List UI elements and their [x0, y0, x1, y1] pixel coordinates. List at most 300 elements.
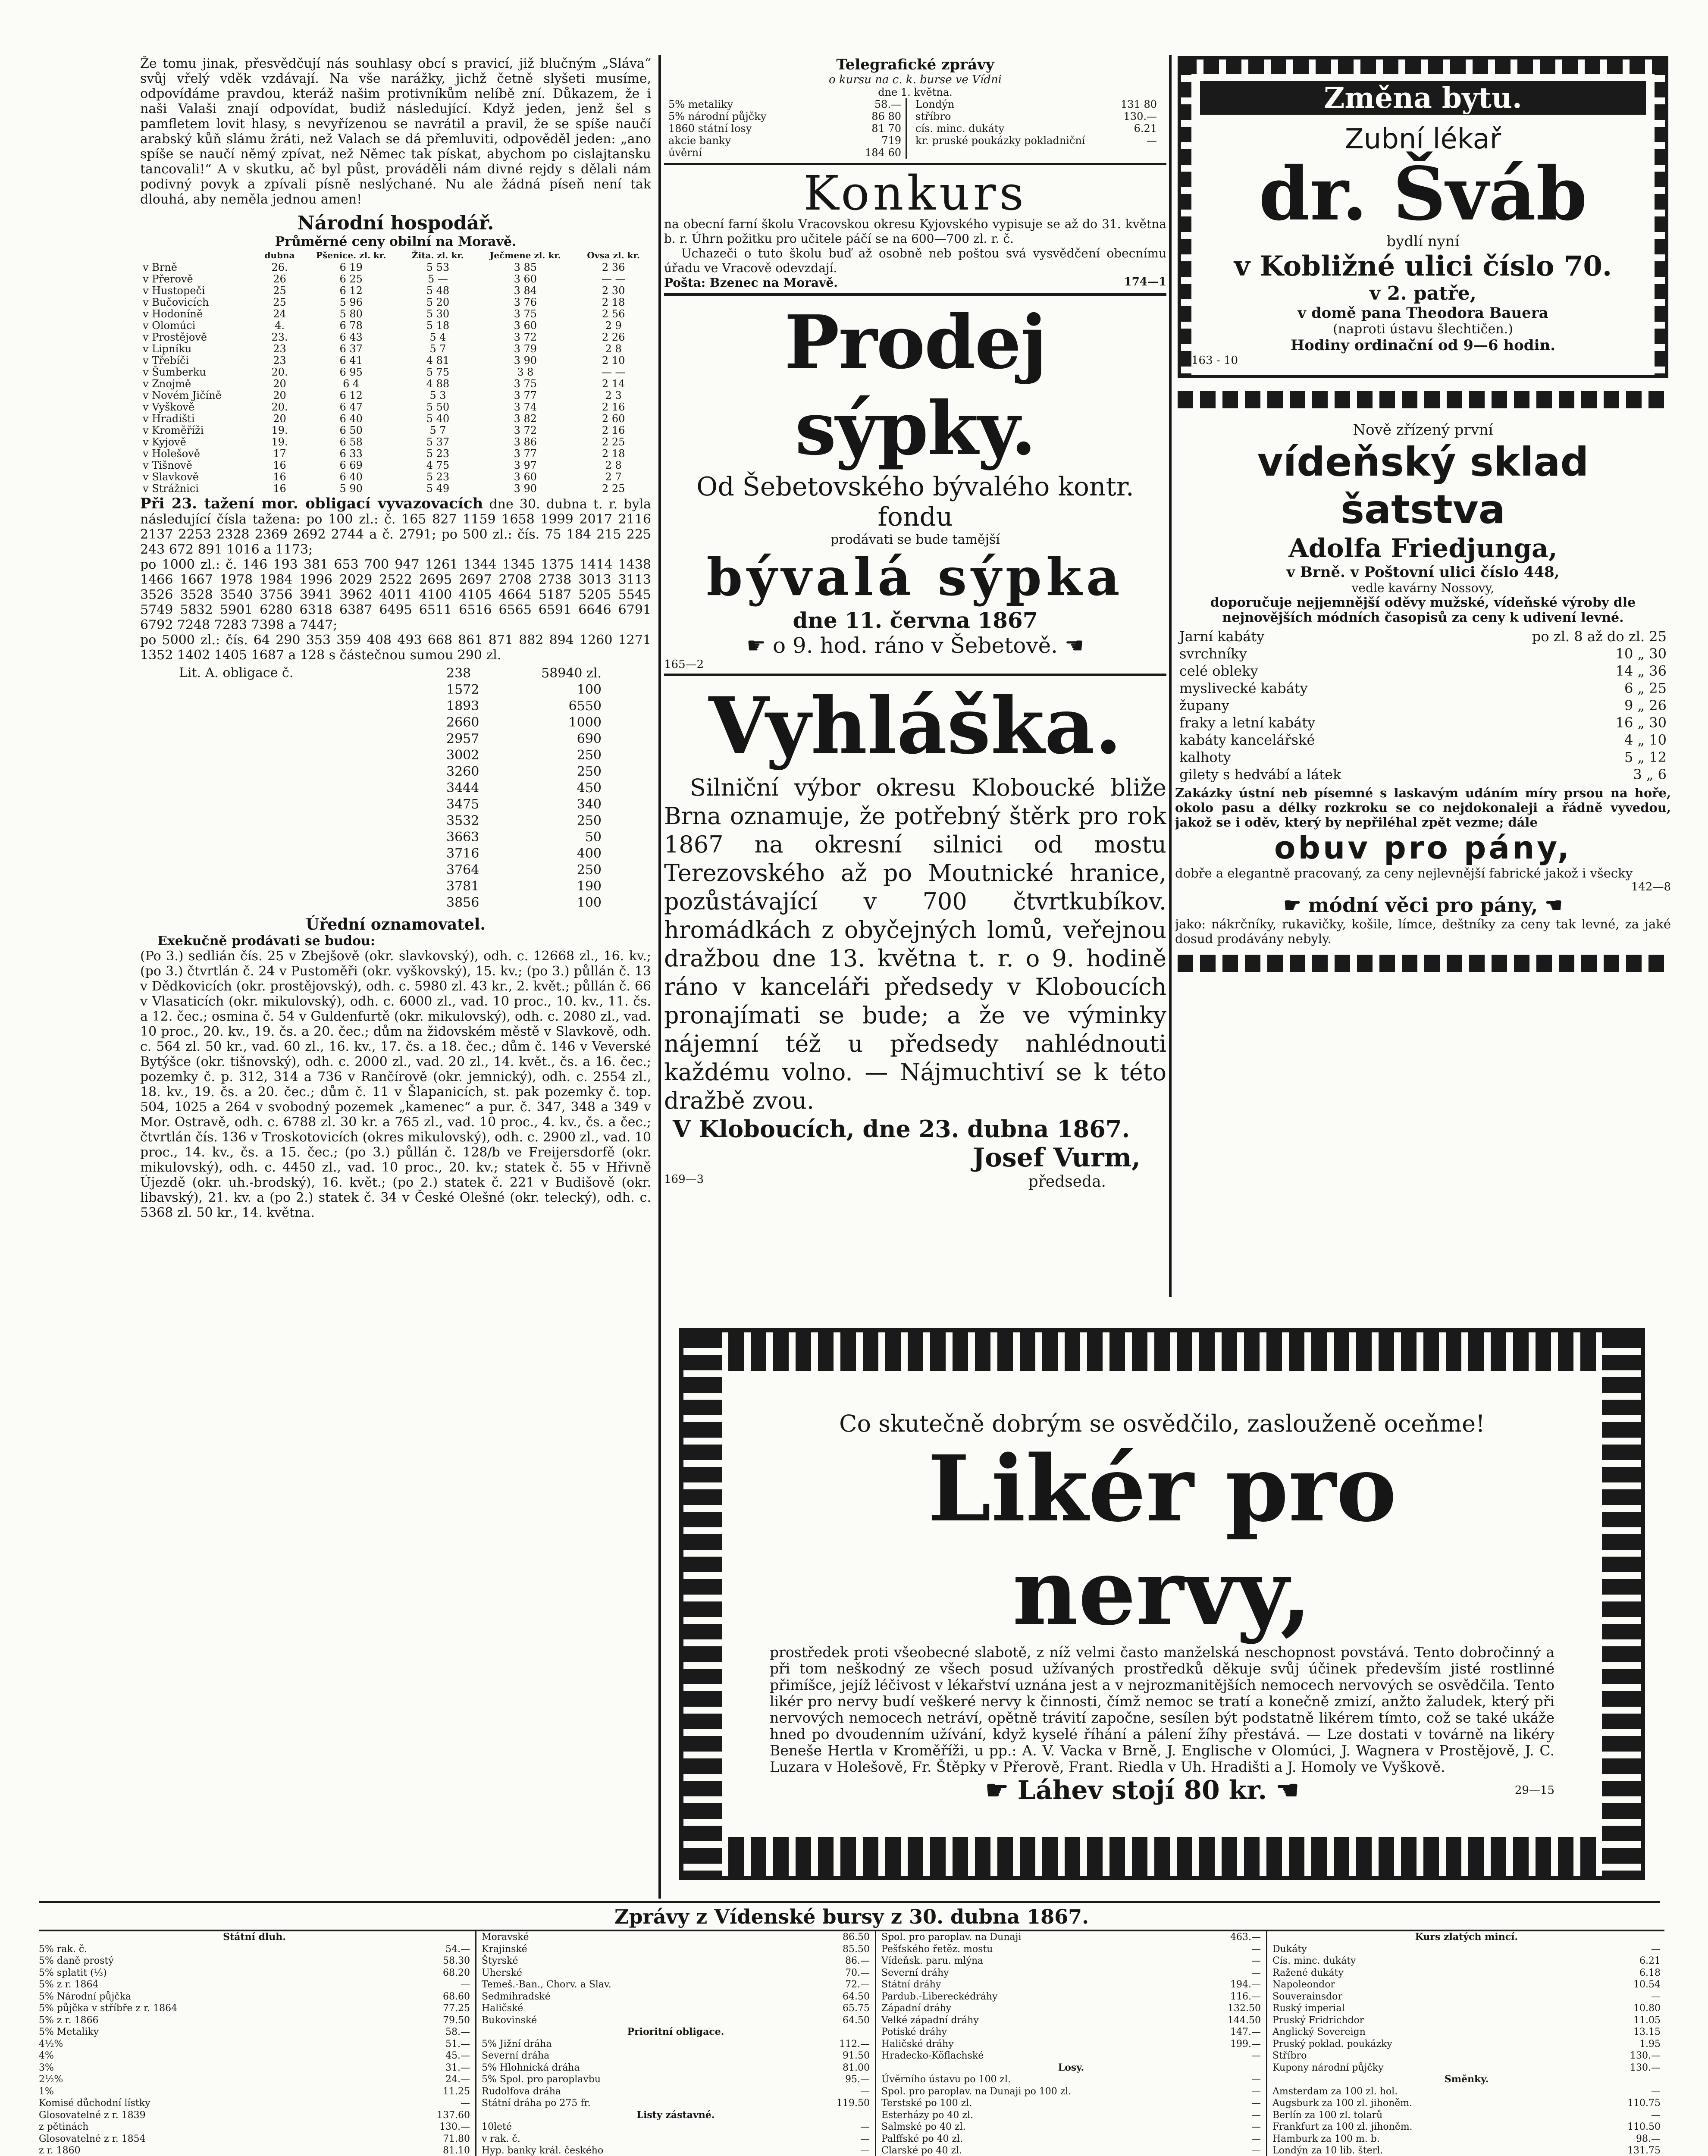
- bursa-row-label: v rak. č.: [482, 2133, 520, 2144]
- telegram-row: [668, 147, 901, 159]
- konkurs-title: Konkurs: [803, 166, 1027, 221]
- bursa-row: [482, 2050, 870, 2062]
- lit-row-value: 690: [577, 731, 602, 746]
- bursa-row-value: 77.25: [443, 2003, 470, 2014]
- bursa-row-value: —: [1651, 1943, 1661, 1955]
- bursa-col4-list: [1272, 1943, 1661, 2156]
- clothes-item: [1179, 697, 1667, 714]
- prices-cell: 2 16: [602, 424, 625, 436]
- prices-col-head: Ječmene zl. kr.: [489, 250, 561, 260]
- prices-cell: 6 47: [339, 401, 363, 413]
- bursa-row: [39, 1943, 470, 1955]
- bursa-row-label: Vídeňsk. paru. mlýna: [881, 1955, 984, 1966]
- prices-cell: v Hustopeči: [143, 285, 205, 297]
- clothes-item-label: celé obleky: [1179, 663, 1258, 679]
- lit-row-value: 400: [577, 846, 602, 861]
- ornament-band-bottom: [1178, 955, 1668, 972]
- bursa-row: [39, 2038, 470, 2050]
- bursa-row: [39, 2026, 470, 2038]
- bursa-row-value: 463.—: [1230, 1932, 1261, 1943]
- lit-row-value: 190: [577, 879, 602, 894]
- bursa-row-label: Haličské: [482, 2003, 523, 2014]
- prices-cell: 5 96: [339, 296, 363, 308]
- bursa-row: [39, 2086, 470, 2098]
- konkurs-text-2: Uchazeči o tuto školu buď až osobně neb poštou svá vysvědčení obecnímu úřadu ve Vracově odevzdají.: [664, 246, 1166, 275]
- lit-row-value: 250: [577, 813, 602, 828]
- bursa-row-value: 98.—: [1636, 2133, 1661, 2144]
- bursa-row-label: Esterházy po 40 zl.: [881, 2109, 973, 2121]
- bursa-row-label: 2½%: [39, 2074, 63, 2085]
- bursa-row-value: 54.—: [445, 1943, 470, 1955]
- bursa-row: [39, 2097, 470, 2109]
- prices-cell: 5 4: [429, 331, 446, 343]
- prices-cell: v Holešově: [143, 448, 200, 460]
- bursa-row-value: 112.—: [839, 2038, 870, 2049]
- bursa-row-label: z r. 1860: [39, 2145, 81, 2156]
- lit-row-value: 100: [577, 895, 602, 910]
- bursa-row-value: —: [461, 2098, 470, 2109]
- bursa-row: [39, 2121, 470, 2133]
- bursa-row-label: Losy.: [1058, 2062, 1084, 2073]
- prices-cell: 3 82: [514, 413, 537, 425]
- prices-row: [140, 297, 651, 308]
- lit-row: [446, 895, 602, 911]
- telegram-row-label: 5% metaliky: [668, 98, 733, 110]
- bursa-row: [482, 2026, 870, 2038]
- bursa-row-label: Úvěrního ústavu po 100 zl.: [881, 2074, 1011, 2085]
- bursa-section: [39, 1904, 1664, 2156]
- prices-cell: 5 20: [426, 296, 450, 308]
- bursa-row-label: Směnky.: [1444, 2074, 1489, 2085]
- bursa-row-label: 5% z r. 1866: [39, 2015, 99, 2026]
- bursa-row-label: Berlín za 100 zl. tolarů: [1272, 2109, 1383, 2121]
- prices-cell: 3 76: [514, 296, 537, 308]
- clothes-item-label: kabáty kancelářské: [1179, 732, 1315, 748]
- dentist-house: v domě pana Theodora Bauera: [1297, 304, 1548, 322]
- prices-cell: 3 60: [514, 471, 537, 483]
- prices-cell: v Brně: [143, 261, 177, 273]
- bursa-row: [881, 2097, 1261, 2109]
- bursa-row-label: Frankfurt za 100 zl. jihoněm.: [1272, 2122, 1413, 2132]
- prices-col-head: [140, 249, 258, 262]
- bursa-row-value: 137.60: [437, 2109, 470, 2121]
- bursa-row: [482, 1931, 870, 1943]
- telegram-row: [915, 110, 1157, 122]
- prices-cell: v Novém Jičíně: [143, 389, 222, 401]
- bursa-row: [881, 2050, 1261, 2062]
- bursa-row-label: Glosovatelné z r. 1839: [39, 2109, 146, 2121]
- telegram-row-value: 58.—: [874, 98, 901, 110]
- bursa-row-value: 51.—: [445, 2038, 470, 2049]
- prices-cell: 5 80: [339, 308, 363, 320]
- bursa-row: [881, 2109, 1261, 2122]
- prices-cell: 3 77: [514, 448, 537, 460]
- bursa-row-label: Dukáty: [1272, 1943, 1307, 1955]
- bursa-row: [39, 2015, 470, 2027]
- prices-cell: 23.: [271, 331, 288, 343]
- clothes-item: [1179, 680, 1667, 697]
- lit-row-label: 1572: [446, 682, 479, 697]
- clothes-fashion: módní věci pro pány,: [1308, 893, 1538, 917]
- prices-cell: 3 60: [514, 320, 537, 332]
- bursa-row-label: Hradecko-Köflachské: [881, 2050, 984, 2061]
- bursa-row-label: Pešťského řetěz. mostu: [881, 1943, 993, 1955]
- bursa-row-label: Severní dráhy: [881, 1967, 949, 1978]
- bursa-row-label: 1%: [39, 2086, 54, 2097]
- bursa-row-label: 10leté: [482, 2122, 512, 2132]
- prices-cell: 6 12: [339, 285, 363, 297]
- prices-cell: v Prostějově: [143, 331, 207, 343]
- bursa-row-label: Krajinské: [482, 1943, 527, 1955]
- draw-text-1: dne 30. dubna t. r. byla následující čísla tažena: po 100 zl.: č. 165 827 1159 1658 1999 2017 2116 2137 2253 2328 2369 2692 2744 a č. 2791; po 500 zl.: čís. 75 184 215 225 243 672 891 1016 a 1173;: [140, 497, 651, 557]
- bursa-top-rule: [39, 1901, 1660, 1903]
- bursa-row-value: —: [461, 1979, 470, 1990]
- prices-cell: 2 14: [602, 378, 625, 390]
- prices-row: [140, 471, 651, 483]
- clothes-shoes: obuv pro pány,: [1274, 830, 1572, 866]
- bursa-row: [482, 2097, 870, 2109]
- column-rule-1: [658, 55, 661, 1899]
- prices-cell: — —: [601, 366, 626, 378]
- bursa-row-value: —: [860, 2086, 870, 2097]
- prices-cell: 3 90: [514, 354, 537, 367]
- telegram-row-value: 719: [881, 135, 901, 147]
- prices-cell: 20: [273, 389, 286, 401]
- prices-cell: 3 97: [514, 459, 537, 471]
- vyhlaska-signer: Josef Vurm,: [972, 1143, 1141, 1173]
- bursa-row-value: 85.50: [843, 1943, 870, 1955]
- dentist-name: dr. Šváb: [1259, 151, 1587, 237]
- bursa-row-value: 144.50: [1228, 2015, 1261, 2026]
- telegram-row-label: akcie banky: [668, 135, 731, 147]
- prices-cell: 20: [273, 413, 286, 425]
- telegram-title: Telegrafické zprávy: [836, 56, 994, 73]
- lit-row-value: 100: [577, 682, 602, 697]
- bursa-row-label: Spol. pro paroplav. na Dunaji po 100 zl.: [881, 2086, 1072, 2097]
- bursa-row-value: 64.50: [843, 2015, 870, 2026]
- bursa-row: [39, 2050, 470, 2062]
- clothes-item: [1179, 731, 1667, 749]
- bursa-row: [482, 2074, 870, 2086]
- bursa-row-label: Cís. minc. dukáty: [1272, 1955, 1356, 1966]
- lit-a-label: Lit. A. obligace č.: [179, 665, 294, 680]
- lit-row-value: 250: [577, 748, 602, 763]
- bursa-row-value: 147.—: [1230, 2027, 1261, 2037]
- prices-cell: 6 33: [339, 448, 363, 460]
- vyhlaska-ref: 169—3: [664, 1173, 704, 1186]
- clothes-item: [1179, 662, 1667, 680]
- bursa-row-label: Prioritní obligace.: [627, 2026, 724, 2037]
- prices-table: [140, 249, 651, 495]
- telegram-left-list: [668, 98, 907, 159]
- bursa-row-value: —: [860, 2133, 870, 2144]
- telegram-row-label: stříbro: [915, 110, 951, 122]
- lit-row-value: 6550: [568, 699, 602, 714]
- telegram-row-value: 6.21: [1134, 122, 1157, 135]
- clothes-item-value: 10 „ 30: [1615, 646, 1667, 662]
- bursa-row-value: 199.—: [1230, 2038, 1261, 2049]
- prices-cell: 23: [273, 343, 286, 355]
- bursa-row: [482, 1955, 870, 1967]
- prices-cell: 3 84: [514, 285, 537, 297]
- bursa-row: [482, 2062, 870, 2074]
- prices-cell: 4 75: [426, 459, 450, 471]
- clothes-ref: 142—8: [1631, 881, 1671, 893]
- bursa-row-value: 132.50: [1228, 2003, 1261, 2014]
- telegram-row: [668, 110, 901, 122]
- bursa-row: [1272, 2121, 1661, 2133]
- prices-cell: 5 53: [426, 261, 450, 273]
- bursa-row-label: Hamburk za 100 m. b.: [1272, 2133, 1380, 2144]
- prices-cell: v Bučovicích: [143, 296, 209, 308]
- prices-cell: 2 30: [602, 285, 625, 297]
- prices-col-head: dubna: [264, 250, 295, 260]
- draw-title: Při 23. tažení mor. obligací vyvazovacích: [140, 495, 483, 512]
- telegram-row-value: 86 80: [871, 110, 901, 122]
- prices-cell: 6 95: [339, 366, 363, 378]
- bursa-row: [482, 2086, 870, 2098]
- bursa-row: [1272, 2026, 1661, 2038]
- bursa-row: [39, 2145, 470, 2156]
- prices-cell: 23: [273, 354, 286, 367]
- bursa-row-value: 91.50: [843, 2050, 870, 2061]
- prices-cell: 26.: [271, 261, 288, 273]
- bursa-row-value: 11.05: [1633, 2015, 1661, 2026]
- bursa-row-label: Glosovatelné z r. 1854: [39, 2133, 146, 2144]
- bursa-row: [881, 1967, 1261, 1979]
- bursa-row: [482, 1943, 870, 1955]
- prices-row: [140, 483, 651, 495]
- bursa-row-label: Severní dráha: [482, 2050, 550, 2061]
- lit-row-label: 3002: [446, 748, 479, 763]
- prices-cell: 2 26: [602, 331, 625, 343]
- lit-row-value: 1000: [568, 715, 602, 730]
- prices-cell: 6 50: [339, 424, 363, 436]
- clothes-item: [1179, 749, 1667, 766]
- dentist-street: v Kobližné ulici číslo 70.: [1234, 250, 1612, 282]
- telegram-row-label: cís. minc. dukáty: [915, 122, 1005, 135]
- intro-text: Že tomu jinak, přesvědčují nás souhlasy obcí s pravicí, již blučným „Sláva“ svůj vřelý vděk vzdávají. Na vše narážky, jichž četně slyšeti musíme, odpovídáme pravdou, kteráž našim protivníkům nelíbě zní. Důkazem, že i naši Valaši znají odpovídat, budiž následující. Když jeden, jenž šel s pamfletem lovit hlasy, s nevyřízenou se navrátil a pravil, že se spíše naučí arabský kůň slámu žráti, než Valach se dá přemluviti, odpověděl jeden: „ano spíše se naučí němý zpívat, než Němec tak pískat, abychom po cislajtansku tancovali!“ A v skutku, ač byl půst, prováděli nám divné rejdy s dělali nám podivný povyk a zpívali písně neslýchané. Nu ale žádná píseň není tak dlouhá, aby neměla jednou amen!: [140, 56, 651, 207]
- bursa-row-value: —: [1251, 1955, 1261, 1966]
- bursa-row-value: 13.15: [1633, 2027, 1661, 2037]
- bursa-row: [39, 2133, 470, 2145]
- bursa-row-value: 6.21: [1639, 1955, 1661, 1966]
- prices-cell: 19.: [271, 424, 288, 436]
- bursa-row-value: 10.54: [1633, 1979, 1661, 1990]
- bursa-row-label: 5% Spol. pro paroplavbu: [482, 2074, 601, 2085]
- dentist-ref: 163 - 10: [1191, 354, 1238, 367]
- bursa-row-label: Hyp. banky král. českého: [482, 2145, 604, 2156]
- prices-row: [140, 425, 651, 436]
- column-rule-2: [1169, 55, 1172, 1297]
- prices-cell: 3 85: [514, 261, 537, 273]
- dentist-head: Změna bytu.: [1200, 81, 1646, 115]
- telegram-row-value: 81 70: [871, 122, 901, 135]
- clothes-recommend: doporučuje nejjemnější oděvy mužské, vídeňské výroby dle nejnovějších módních časopisů za ceny k udivení levné.: [1210, 595, 1636, 625]
- lit-row-label: 3781: [446, 879, 479, 894]
- bursa-row: [1272, 1967, 1661, 1979]
- prices-col-head: Žita. zl. kr.: [412, 250, 464, 260]
- bursa-row-label: Spol. pro paroplav. na Dunaji: [881, 1932, 1022, 1943]
- clothes-item-label: gilety s hedvábí a látek: [1179, 766, 1341, 783]
- bursa-row: [482, 2002, 870, 2015]
- prices-cell: v Třebíči: [143, 354, 189, 367]
- bursa-row-value: 130.—: [1630, 2062, 1661, 2073]
- prices-cell: 5 7: [429, 343, 446, 355]
- prices-cell: 3 60: [514, 273, 537, 285]
- bursa-row: [1272, 2015, 1661, 2027]
- bursa-row-value: —: [1651, 2086, 1661, 2097]
- bursa-row-value: 79.50: [443, 2015, 470, 2026]
- liqueur-top: Co skutečně dobrým se osvědčilo, zaslouženě oceňme!: [839, 1410, 1485, 1437]
- lit-row: [446, 813, 602, 829]
- bursa-row-value: —: [1651, 1991, 1661, 2002]
- clothes-item: [1179, 645, 1667, 662]
- bursa-row: [1272, 2086, 1661, 2098]
- prices-cell: 2 56: [602, 308, 625, 320]
- prices-cell: 5 7: [429, 424, 446, 436]
- liqueur-ad: [679, 1328, 1645, 1880]
- bursa-row: [1272, 2097, 1661, 2109]
- prices-cell: — —: [601, 273, 626, 285]
- prices-cell: 19.: [271, 436, 288, 448]
- prices-row: [140, 343, 651, 355]
- clothes-item-value: 16 „ 30: [1615, 714, 1667, 731]
- lit-row: [446, 780, 602, 796]
- bursa-row: [881, 1979, 1261, 1991]
- prices-cell: 5 3: [429, 389, 446, 401]
- prices-cell: 5 —: [427, 273, 448, 285]
- clothes-item-value: 5 „ 12: [1624, 749, 1667, 765]
- draw-text-2: po 1000 zl.: č. 146 193 381 653 700 947 1261 1344 1345 1375 1414 1438 1466 1667 1978 1984 1996 2029 2522 2695 2697 2708 2738 3013 3113 3526 3528 3540 3756 3941 3962 4011 4100 4105 4664 5187 5205 5545 5749 5832 5901 6280 6318 6387 6495 6511 6516 6565 6591 6646 6791 6792 7248 7283 7398 a 7447;: [140, 557, 651, 633]
- prices-cell: 3 86: [514, 436, 537, 448]
- bursa-row: [1272, 2050, 1661, 2062]
- ornament-band: [1178, 391, 1668, 408]
- prices-cell: 4 81: [426, 354, 450, 367]
- lit-row-label: 2660: [446, 715, 479, 730]
- bursa-row-label: 5% splatit (⅓): [39, 1967, 107, 1978]
- prices-cell: 6 69: [339, 459, 363, 471]
- prices-cell: 24: [273, 308, 286, 320]
- lit-row-label: 3856: [446, 895, 479, 910]
- lit-row: [446, 747, 602, 764]
- prices-cell: 16: [273, 483, 286, 495]
- bursa-row-label: Pruský poklad. poukázky: [1272, 2038, 1392, 2049]
- bursa-row-label: Komisé důchodní lístky: [39, 2098, 150, 2109]
- clothes-fashion-row: [1175, 893, 1671, 917]
- prices-cell: v Slavkově: [143, 471, 199, 483]
- bursa-row-label: 5% Metaliky: [39, 2027, 99, 2037]
- pointing-hand-icon: ☛: [985, 1775, 1009, 1805]
- prices-cell: 2 8: [605, 343, 622, 355]
- clothes-fashion-text: jako: nákrčníky, rukavičky, košile, límce, deštníky za ceny tak levné, za jaké dosud prodávány nebyly.: [1175, 917, 1671, 946]
- prices-cell: 16: [273, 471, 286, 483]
- clothes-item-value: 6 „ 25: [1624, 680, 1667, 696]
- lit-row-label: 1893: [446, 699, 479, 714]
- prices-cell: 2 25: [602, 436, 625, 448]
- prices-cell: 5 30: [426, 308, 450, 320]
- prices-cell: 2 8: [605, 459, 622, 471]
- telegram-row-value: —: [1147, 135, 1157, 147]
- prices-cell: 3 90: [514, 483, 537, 495]
- clothes-item-value: 3 „ 6: [1633, 766, 1667, 783]
- prices-cell: 20.: [271, 366, 288, 378]
- bursa-row-value: 45.—: [445, 2050, 470, 2061]
- bursa-row-label: Souverainsdor: [1272, 1991, 1342, 2002]
- bursa-row-label: Terstské po 100 zl.: [881, 2098, 972, 2109]
- bursa-row: [881, 2026, 1261, 2038]
- bursa-row-label: Uherské: [482, 1967, 522, 1978]
- lit-row: [446, 731, 602, 747]
- bursa-row: [482, 1991, 870, 2003]
- bursa-row-value: 68.20: [443, 1967, 470, 1978]
- lit-row-value: 250: [577, 764, 602, 779]
- bursa-row-value: 81.00: [843, 2062, 870, 2073]
- lit-row-value: 340: [577, 797, 602, 812]
- bursa-row: [39, 2074, 470, 2086]
- bursa-col1-head: Státní dluh.: [223, 1931, 286, 1943]
- bursa-row-value: 24.—: [445, 2074, 470, 2085]
- clothes-item-value: po zl. 8 až do zl. 25: [1532, 628, 1667, 645]
- prices-cell: v Tišnově: [143, 459, 192, 471]
- middle-column: [664, 56, 1166, 1298]
- bursa-row: [881, 2121, 1261, 2133]
- bursa-row: [1272, 2109, 1661, 2122]
- lit-row-value: 58940 zl.: [541, 666, 602, 681]
- bursa-row: [881, 1931, 1261, 1943]
- sypka-ref: 165—2: [664, 658, 704, 671]
- bursa-row-value: —: [1251, 2098, 1261, 2109]
- bursa-row-label: 5% Národní půjčka: [39, 1991, 132, 2002]
- prices-row: [140, 378, 651, 390]
- lit-row: [446, 665, 602, 682]
- telegram-row-label: kr. pruské poukázky pokladniční: [915, 135, 1085, 147]
- bursa-row: [881, 2015, 1261, 2027]
- bursa-row-label: Salmské po 40 zl.: [881, 2122, 966, 2132]
- bursa-row-label: Státní dráha po 275 fr.: [482, 2098, 591, 2109]
- bursa-row-value: 1.95: [1639, 2038, 1661, 2049]
- clothes-shoes-text: dobře a elegantně pracovaný, za ceny nejlevnější fabrické jakož i všecky: [1175, 866, 1633, 881]
- bursa-row-label: 5% rak. č.: [39, 1943, 88, 1955]
- telegram-row: [668, 122, 901, 135]
- bursa-row-value: 95.—: [845, 2074, 870, 2085]
- prices-cell: 5 48: [426, 285, 450, 297]
- prices-cell: 6 43: [339, 331, 363, 343]
- telegram-row: [915, 98, 1157, 110]
- lit-row-label: 3475: [446, 797, 479, 812]
- bursa-row: [482, 2109, 870, 2122]
- prices-cell: 3 8: [517, 366, 534, 378]
- bursa-row-value: —: [1251, 2109, 1261, 2121]
- prices-cell: 6 19: [339, 261, 363, 273]
- prices-cell: 6 4: [343, 378, 360, 390]
- liqueur-ref: 29—15: [1514, 1784, 1554, 1797]
- telegram-right-list: [915, 98, 1157, 159]
- prices-cell: 4.: [275, 320, 285, 332]
- lit-row: [446, 796, 602, 813]
- bursa-row-label: Ražené dukáty: [1272, 1967, 1344, 1978]
- bursa-row-value: —: [1251, 2133, 1261, 2144]
- dentist-note: (naproti ústavu šlechtičen.): [1333, 322, 1513, 337]
- bursa-row: [482, 1967, 870, 1979]
- prices-row: [140, 355, 651, 367]
- prices-cell: 3 74: [514, 401, 537, 413]
- bursa-row-label: Sedmihradské: [482, 1991, 551, 2002]
- telegram-row-label: 5% národní půjčky: [668, 110, 767, 122]
- telegram-row: [915, 135, 1157, 147]
- bursa-row: [1272, 1979, 1661, 1991]
- pointing-hand-icon: ☛: [746, 633, 766, 658]
